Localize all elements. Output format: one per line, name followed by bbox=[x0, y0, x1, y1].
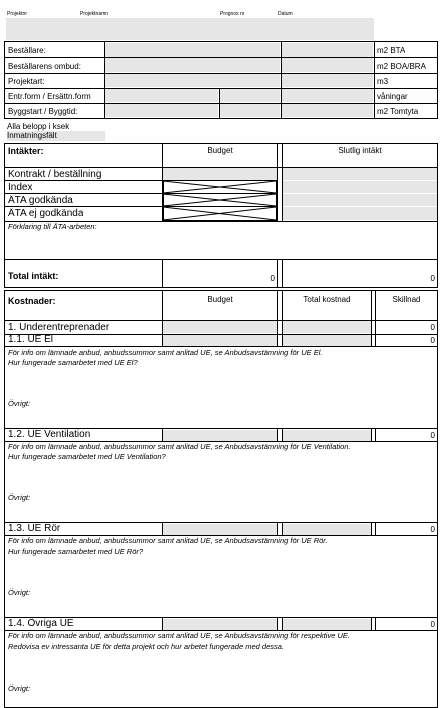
datum-label: Datum bbox=[278, 11, 293, 17]
ata-ej-godkanda-slutlig-input[interactable] bbox=[283, 207, 437, 220]
tomtyta-unit: m2 Tomtyta bbox=[377, 107, 419, 116]
kostnader-table bbox=[4, 290, 438, 708]
ue-ror-skillnad: 0 bbox=[430, 525, 435, 534]
ue-ror-question: Hur fungerade samarbetet med UE Rör? bbox=[8, 547, 144, 556]
m3-input[interactable] bbox=[282, 74, 373, 87]
ue-ror-budget-input[interactable] bbox=[163, 524, 277, 535]
ue-ror-total-input[interactable] bbox=[283, 524, 371, 535]
total-intakt-budget: 0 bbox=[270, 274, 275, 283]
projektart-input[interactable] bbox=[105, 74, 280, 87]
byggtid-input[interactable] bbox=[220, 104, 280, 117]
ue-el-total-input[interactable] bbox=[283, 335, 371, 346]
ksek-note: Alla belopp i ksek bbox=[7, 122, 70, 131]
ata-explanation: Förklaring till ÄTA-arbeten: bbox=[8, 222, 97, 231]
kontrakt-slutlig-input[interactable] bbox=[283, 168, 437, 180]
intakter-slutlig-header: Slutlig intäkt bbox=[338, 146, 382, 155]
ovriga-ue-question: Redovisa ev intressanta UE för detta projekt och hur arbetet fungerade med dessa. bbox=[8, 642, 284, 651]
ovriga-ue-ovrigt: Övrigt: bbox=[8, 684, 31, 693]
index-slutlig-input[interactable] bbox=[283, 181, 437, 193]
kontrakt-label: Kontrakt / beställning bbox=[8, 169, 102, 180]
ue-ventilation-question: Hur fungerade samarbetet med UE Ventilation? bbox=[8, 452, 166, 461]
kostnader-budget-header: Budget bbox=[207, 295, 233, 304]
ovriga-ue-budget-input[interactable] bbox=[163, 619, 277, 630]
ovriga-ue-label: 1.4. Övriga UE bbox=[8, 618, 74, 629]
total-intakt-label: Total intäkt: bbox=[8, 271, 59, 281]
projektnr-label: Projektnr bbox=[7, 11, 28, 17]
m3-unit: m3 bbox=[377, 77, 389, 86]
ue-el-label: 1.1. UE El bbox=[8, 334, 54, 345]
entrform-input[interactable] bbox=[105, 89, 218, 102]
ue-ventilation-total-input[interactable] bbox=[283, 430, 371, 441]
ata-godkanda-label: ÄTA godkända bbox=[8, 195, 73, 206]
underentreprenader-budget bbox=[163, 321, 277, 333]
ue-ventilation-skillnad: 0 bbox=[430, 431, 435, 440]
intakter-table bbox=[4, 143, 438, 288]
kostnader-heading: Kostnader: bbox=[8, 296, 56, 306]
ue-el-question: Hur fungerade samarbetet med UE El? bbox=[8, 358, 138, 367]
ue-el-budget-input[interactable] bbox=[163, 335, 277, 346]
ue-el-ovrigt: Övrigt: bbox=[8, 399, 31, 408]
ue-ventilation-info: För info om lämnade anbud, anbudssummor samt anlitad UE, se Anbudsavstämning för UE Ventilation. bbox=[8, 442, 351, 451]
ovriga-ue-info: För info om lämnade anbud, anbudssummor samt anlitad UE, se Anbudsavstämning för respektive UE. bbox=[8, 631, 350, 640]
ue-el-skillnad: 0 bbox=[430, 336, 435, 345]
budget-cross-out bbox=[163, 180, 277, 221]
ue-ventilation-label: 1.2. UE Ventilation bbox=[8, 429, 91, 440]
ue-el-info: För info om lämnade anbud, anbudssummor samt anlitad UE, se Anbudsavstämning för UE El. bbox=[8, 348, 323, 357]
total-intakt-slutlig: 0 bbox=[430, 274, 435, 283]
input-field-legend-label: Inmatningsfält bbox=[7, 131, 57, 140]
prognos-nr-label: Prognos nr bbox=[220, 11, 245, 17]
bestallare-input[interactable] bbox=[105, 43, 280, 57]
project-info-table bbox=[4, 41, 438, 119]
ersattnform-input[interactable] bbox=[220, 89, 280, 102]
projektart-label: Projektart: bbox=[8, 77, 45, 86]
ata-ej-godkanda-label: ÄTA ej godkända bbox=[8, 208, 84, 219]
ue-ror-info: För info om lämnade anbud, anbudssummor samt anlitad UE, se Anbudsavstämning för UE Rör. bbox=[8, 536, 328, 545]
bestallare-label: Beställare: bbox=[8, 46, 46, 55]
intakter-heading: Intäkter: bbox=[8, 146, 44, 156]
ue-ventilation-ovrigt: Övrigt: bbox=[8, 493, 31, 502]
vaningar-input[interactable] bbox=[282, 89, 373, 102]
bta-input[interactable] bbox=[282, 43, 373, 57]
intakter-budget-header: Budget bbox=[207, 146, 233, 155]
underentreprenader-label: 1. Underentreprenader bbox=[8, 322, 110, 333]
ue-ventilation-budget-input[interactable] bbox=[163, 430, 277, 441]
header bbox=[4, 5, 438, 41]
index-label: Index bbox=[8, 182, 33, 193]
underentreprenader-skillnad: 0 bbox=[430, 323, 435, 332]
header-input-field[interactable] bbox=[6, 18, 374, 40]
entrform-label: Entr.form / Ersättn.form bbox=[8, 92, 91, 101]
byggstart-input[interactable] bbox=[105, 104, 218, 117]
ovriga-ue-total-input[interactable] bbox=[283, 619, 371, 630]
byggstart-label: Byggstart / Byggtid: bbox=[8, 107, 78, 116]
bta-unit: m2 BTA bbox=[377, 46, 406, 55]
boa-input[interactable] bbox=[282, 58, 373, 72]
kontrakt-budget-input[interactable] bbox=[163, 168, 277, 180]
kostnader-total-header: Total kostnad bbox=[303, 295, 351, 304]
boa-unit: m2 BOA/BRA bbox=[377, 62, 426, 71]
projektnamn-label: Projektnamn bbox=[80, 11, 109, 17]
ata-godkanda-slutlig-input[interactable] bbox=[283, 194, 437, 206]
underentreprenader-total bbox=[283, 321, 371, 333]
kostnader-skillnad-header: Skillnad bbox=[392, 295, 421, 304]
ombud-label: Beställarens ombud: bbox=[8, 62, 81, 71]
ue-ror-label: 1.3. UE Rör bbox=[8, 523, 61, 534]
ue-ror-ovrigt: Övrigt: bbox=[8, 588, 31, 597]
ovriga-ue-skillnad: 0 bbox=[430, 620, 435, 629]
tomtyta-input[interactable] bbox=[282, 104, 373, 117]
ombud-input[interactable] bbox=[105, 58, 280, 72]
vaningar-unit: våningar bbox=[377, 92, 408, 101]
